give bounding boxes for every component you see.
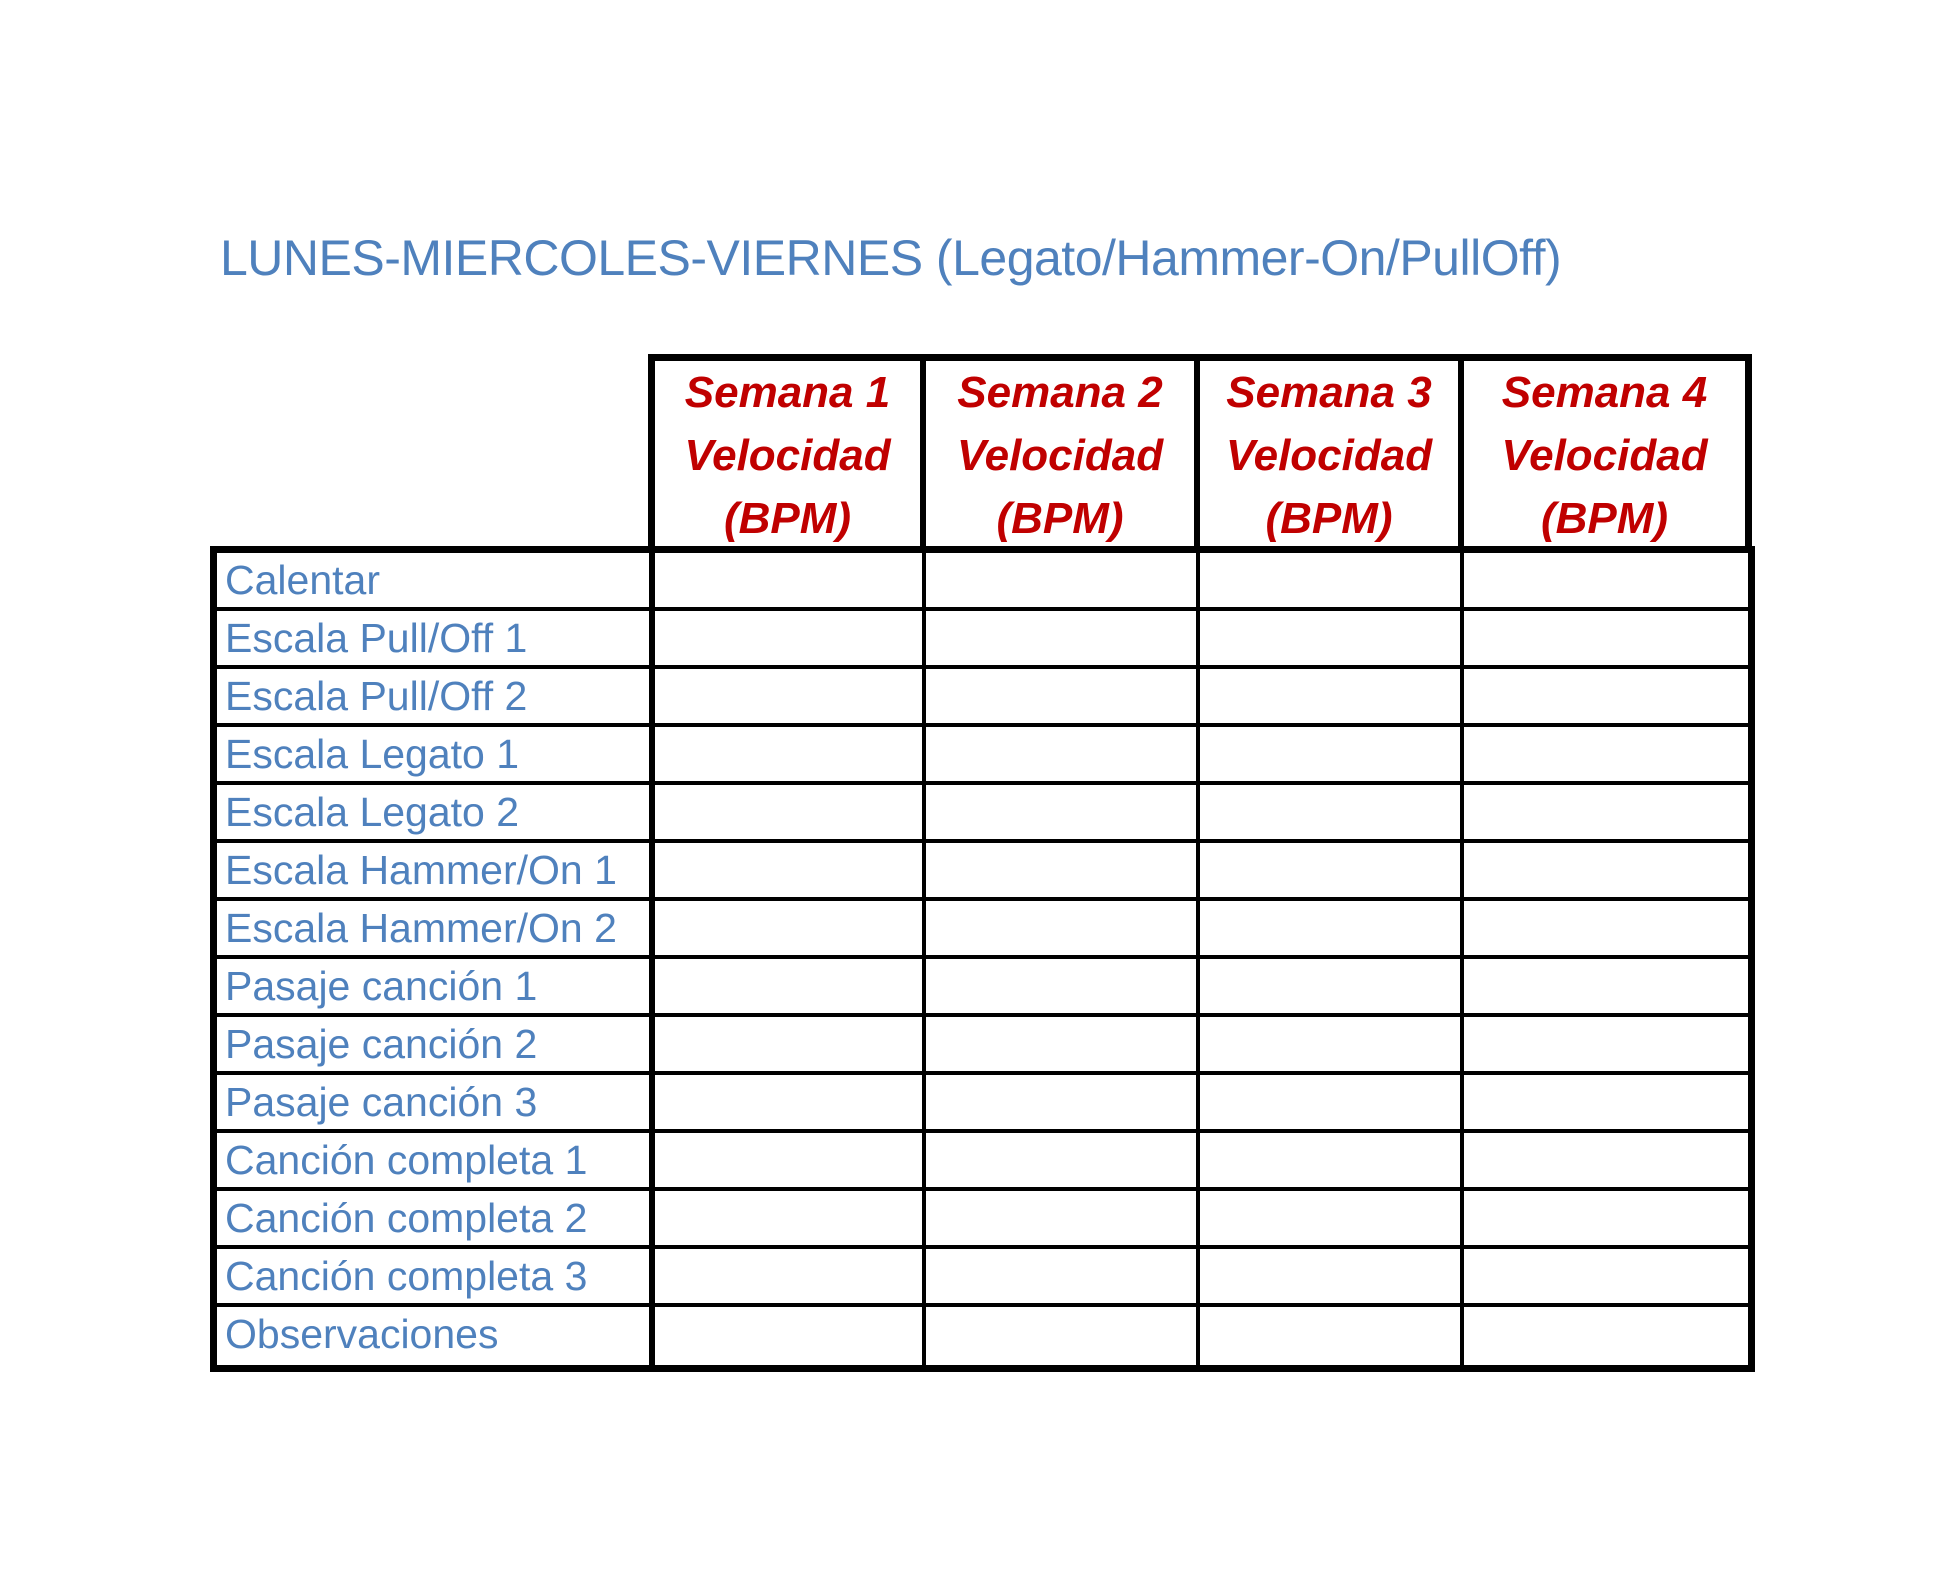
entry-cell-week-4[interactable] bbox=[1464, 959, 1748, 1017]
column-header-week-1 bbox=[655, 361, 926, 549]
entry-cell-week-4[interactable] bbox=[1464, 1307, 1748, 1365]
entry-cell-week-4[interactable] bbox=[1464, 669, 1748, 727]
entry-cell-week-2[interactable] bbox=[926, 1075, 1200, 1133]
entry-cell-week-1[interactable] bbox=[655, 727, 926, 785]
column-header-week-3 bbox=[1200, 361, 1464, 549]
entry-cell-week-2[interactable] bbox=[926, 959, 1200, 1017]
entry-cell-week-2[interactable] bbox=[926, 1249, 1200, 1307]
column-header-week-4 bbox=[1464, 361, 1745, 549]
entry-cell-week-3[interactable] bbox=[1200, 727, 1464, 785]
entry-cell-week-3[interactable] bbox=[1200, 669, 1464, 727]
entry-cell-week-2[interactable] bbox=[926, 1191, 1200, 1249]
entry-cell-week-3[interactable] bbox=[1200, 843, 1464, 901]
entry-cell-week-1[interactable] bbox=[655, 785, 926, 843]
entry-cell-week-2[interactable] bbox=[926, 727, 1200, 785]
row-label: Canción completa 1 bbox=[217, 1133, 655, 1191]
row-label: Escala Pull/Off 1 bbox=[217, 611, 655, 669]
row-label: Escala Pull/Off 2 bbox=[217, 669, 655, 727]
entry-cell-week-3[interactable] bbox=[1200, 901, 1464, 959]
column-header-week-label: Semana 1 bbox=[684, 367, 891, 417]
entry-cell-week-4[interactable] bbox=[1464, 727, 1748, 785]
entry-cell-week-3[interactable] bbox=[1200, 785, 1464, 843]
entry-cell-week-3[interactable] bbox=[1200, 611, 1464, 669]
entry-cell-week-3[interactable] bbox=[1200, 1307, 1464, 1365]
row-label: Pasaje canción 1 bbox=[217, 959, 655, 1017]
entry-cell-week-4[interactable] bbox=[1464, 1075, 1748, 1133]
column-header-speed-label: Velocidad bbox=[1225, 430, 1433, 480]
entry-cell-week-2[interactable] bbox=[926, 901, 1200, 959]
entry-cell-week-1[interactable] bbox=[655, 1133, 926, 1191]
entry-cell-week-4[interactable] bbox=[1464, 901, 1748, 959]
entry-cell-week-2[interactable] bbox=[926, 843, 1200, 901]
entry-cell-week-4[interactable] bbox=[1464, 1249, 1748, 1307]
entry-cell-week-3[interactable] bbox=[1200, 1133, 1464, 1191]
column-header-unit-label: (BPM) bbox=[723, 493, 852, 543]
row-label: Pasaje canción 2 bbox=[217, 1017, 655, 1075]
entry-cell-week-1[interactable] bbox=[655, 1191, 926, 1249]
entry-cell-week-3[interactable] bbox=[1200, 959, 1464, 1017]
column-header-week-label: Semana 3 bbox=[1226, 367, 1432, 417]
entry-cell-week-1[interactable] bbox=[655, 553, 926, 611]
entry-cell-week-4[interactable] bbox=[1464, 1191, 1748, 1249]
practice-table bbox=[210, 546, 1755, 1372]
entry-cell-week-1[interactable] bbox=[655, 1249, 926, 1307]
entry-cell-week-3[interactable] bbox=[1200, 1017, 1464, 1075]
entry-cell-week-4[interactable] bbox=[1464, 611, 1748, 669]
entry-cell-week-1[interactable] bbox=[655, 959, 926, 1017]
entry-cell-week-1[interactable] bbox=[655, 843, 926, 901]
column-header-unit-label: (BPM) bbox=[1265, 493, 1393, 543]
entry-cell-week-1[interactable] bbox=[655, 1075, 926, 1133]
entry-cell-week-1[interactable] bbox=[655, 1307, 926, 1365]
entry-cell-week-4[interactable] bbox=[1464, 843, 1748, 901]
row-label: Calentar bbox=[217, 553, 655, 611]
row-label: Canción completa 3 bbox=[217, 1249, 655, 1307]
column-header-week-2 bbox=[926, 361, 1200, 549]
entry-cell-week-2[interactable] bbox=[926, 1017, 1200, 1075]
entry-cell-week-3[interactable] bbox=[1200, 1249, 1464, 1307]
row-label: Canción completa 2 bbox=[217, 1191, 655, 1249]
row-label: Escala Legato 1 bbox=[217, 727, 655, 785]
column-header-speed-label: Velocidad bbox=[684, 430, 891, 480]
row-label: Escala Hammer/On 1 bbox=[217, 843, 655, 901]
entry-cell-week-2[interactable] bbox=[926, 669, 1200, 727]
row-label: Escala Hammer/On 2 bbox=[217, 901, 655, 959]
row-label: Pasaje canción 3 bbox=[217, 1075, 655, 1133]
column-header-speed-label: Velocidad bbox=[1501, 430, 1708, 480]
entry-cell-week-3[interactable] bbox=[1200, 553, 1464, 611]
entry-cell-week-1[interactable] bbox=[655, 1017, 926, 1075]
entry-cell-week-4[interactable] bbox=[1464, 553, 1748, 611]
entry-cell-week-1[interactable] bbox=[655, 901, 926, 959]
entry-cell-week-4[interactable] bbox=[1464, 1133, 1748, 1191]
entry-cell-week-1[interactable] bbox=[655, 611, 926, 669]
entry-cell-week-3[interactable] bbox=[1200, 1075, 1464, 1133]
entry-cell-week-3[interactable] bbox=[1200, 1191, 1464, 1249]
entry-cell-week-2[interactable] bbox=[926, 611, 1200, 669]
entry-cell-week-4[interactable] bbox=[1464, 1017, 1748, 1075]
table-header bbox=[648, 354, 1752, 549]
column-header-week-label: Semana 4 bbox=[1501, 367, 1708, 417]
entry-cell-week-2[interactable] bbox=[926, 1307, 1200, 1365]
entry-cell-week-4[interactable] bbox=[1464, 785, 1748, 843]
entry-cell-week-2[interactable] bbox=[926, 553, 1200, 611]
column-header-unit-label: (BPM) bbox=[996, 493, 1124, 543]
row-label: Escala Legato 2 bbox=[217, 785, 655, 843]
page-title: LUNES-MIERCOLES-VIERNES (Legato/Hammer-On/PullOff) bbox=[220, 230, 1562, 286]
entry-cell-week-2[interactable] bbox=[926, 1133, 1200, 1191]
column-header-week-label: Semana 2 bbox=[957, 367, 1163, 417]
row-label: Observaciones bbox=[217, 1307, 655, 1365]
entry-cell-week-2[interactable] bbox=[926, 785, 1200, 843]
entry-cell-week-1[interactable] bbox=[655, 669, 926, 727]
column-header-unit-label: (BPM) bbox=[1540, 493, 1669, 543]
column-header-speed-label: Velocidad bbox=[956, 430, 1164, 480]
